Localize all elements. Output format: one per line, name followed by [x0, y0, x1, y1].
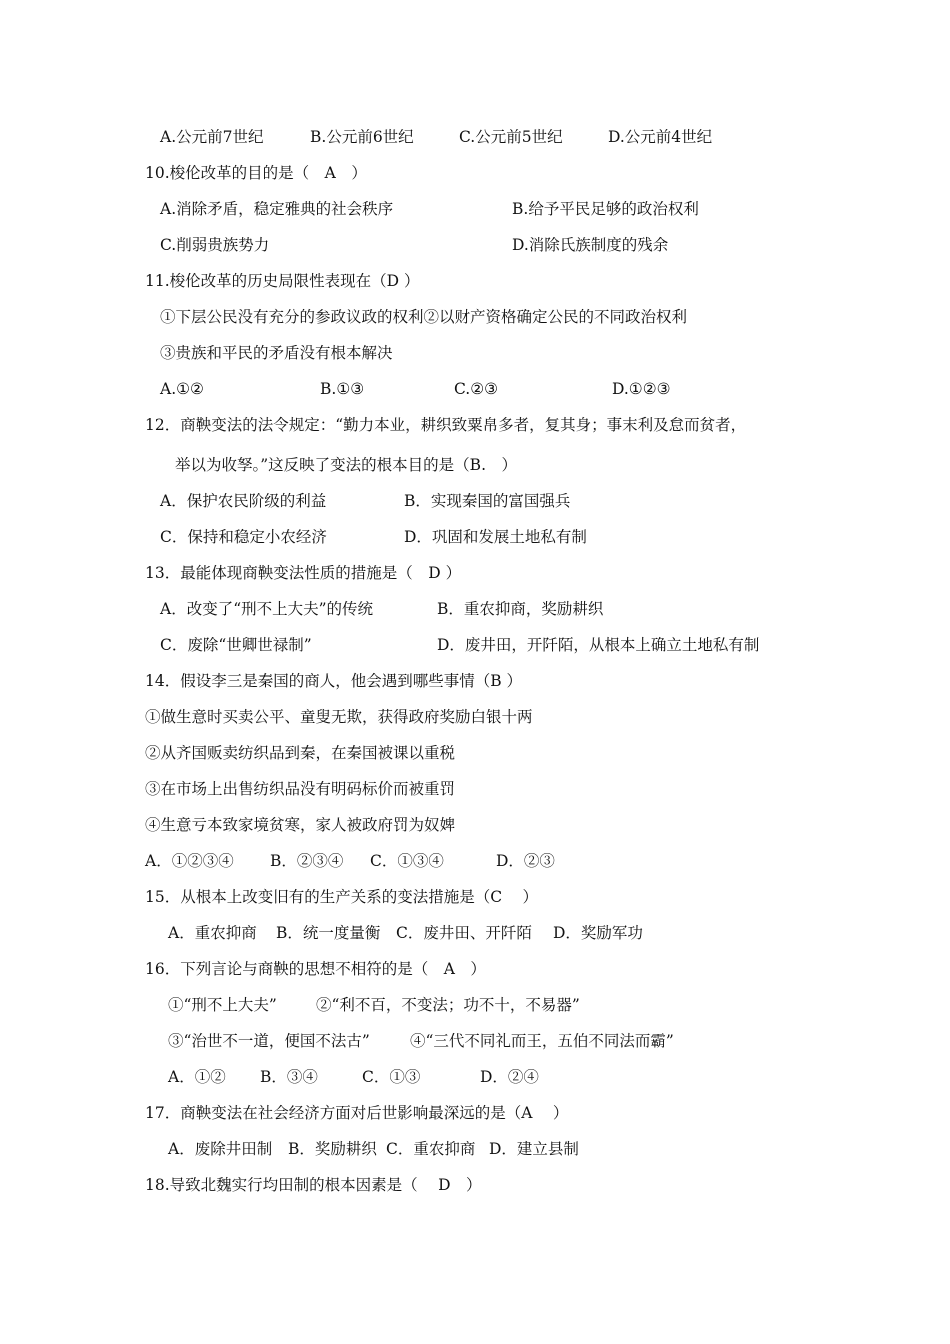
q9-option-a: A.公元前7世纪 — [160, 128, 264, 146]
q10-option-a: A.消除矛盾，稳定雅典的社会秩序 — [160, 200, 394, 218]
q15-option-d: D．奖励军功 — [553, 924, 643, 942]
q16-item-2: ②“利不百，不变法；功不十，不易器” — [316, 996, 580, 1014]
q9-option-c: C.公元前5世纪 — [459, 128, 563, 146]
q16-option-c: C．①③ — [362, 1068, 421, 1086]
q12-stem-continued: 举以为收孥。”这反映了变法的根本目的是（B. ） — [175, 456, 517, 474]
q17-option-c: C．重农抑商 — [386, 1140, 476, 1158]
q11-option-b: B.①③ — [320, 380, 365, 398]
q17-option-b: B．奖励耕织 — [288, 1140, 377, 1158]
q16-stem: 16．下列言论与商鞅的思想不相符的是（ A ） — [145, 960, 486, 978]
q9-option-d: D.公元前4世纪 — [608, 128, 713, 146]
q11-option-d: D.①②③ — [612, 380, 671, 398]
q12-option-a: A．保护农民阶级的利益 — [160, 492, 327, 510]
q10-option-c: C.削弱贵族势力 — [160, 236, 270, 254]
q12-option-c: C．保持和稳定小农经济 — [160, 528, 327, 546]
q18-stem: 18.导致北魏实行均田制的根本因素是（ D ） — [145, 1176, 482, 1194]
q17-stem: 17．商鞅变法在社会经济方面对后世影响最深远的是（A ） — [145, 1104, 569, 1122]
q12-option-d: D．巩固和发展土地私有制 — [404, 528, 587, 546]
q10-option-d: D.消除氏族制度的残余 — [512, 236, 669, 254]
q11-item-2: ③贵族和平民的矛盾没有根本解决 — [160, 344, 393, 362]
q14-item-3: ③在市场上出售纺织品没有明码标价而被重罚 — [145, 780, 456, 798]
q14-stem: 14．假设李三是秦国的商人，他会遇到哪些事情（B ） — [145, 672, 523, 690]
q14-option-d: D．②③ — [496, 852, 555, 870]
q14-item-1: ①做生意时买卖公平、童叟无欺，获得政府奖励白银十两 — [145, 708, 533, 726]
q16-option-d: D．②④ — [480, 1068, 539, 1086]
q16-option-b: B．③④ — [260, 1068, 318, 1086]
q11-option-a: A.①② — [160, 380, 204, 398]
q13-stem: 13．最能体现商鞅变法性质的措施是（ D ） — [145, 564, 462, 582]
q17-option-d: D．建立县制 — [489, 1140, 579, 1158]
q9-option-b: B.公元前6世纪 — [310, 128, 414, 146]
q15-option-b: B．统一度量衡 — [276, 924, 381, 942]
q16-item-4: ④“三代不同礼而王，五伯不同法而霸” — [410, 1032, 674, 1050]
q15-option-a: A．重农抑商 — [168, 924, 257, 942]
q12-option-b: B．实现秦国的富国强兵 — [404, 492, 571, 510]
q14-option-c: C．①③④ — [370, 852, 444, 870]
q14-option-b: B．②③④ — [270, 852, 344, 870]
q10-option-b: B.给予平民足够的政治权利 — [512, 200, 699, 218]
q17-option-a: A．废除井田制 — [168, 1140, 273, 1158]
q15-option-c: C．废井田、开阡陌 — [396, 924, 532, 942]
q11-stem: 11.梭伦改革的历史局限性表现在（D ） — [145, 272, 420, 290]
q16-option-a: A．①② — [168, 1068, 226, 1086]
q14-option-a: A．①②③④ — [145, 852, 234, 870]
q16-item-3: ③“治世不一道，便国不法古” — [168, 1032, 370, 1050]
q13-option-d: D．废井田，开阡陌，从根本上确立土地私有制 — [437, 636, 760, 654]
q13-option-a: A．改变了“刑不上大夫”的传统 — [160, 600, 374, 618]
q15-stem: 15．从根本上改变旧有的生产关系的变法措施是（C ） — [145, 888, 539, 906]
q14-item-2: ②从齐国贩卖纺织品到秦，在秦国被课以重税 — [145, 744, 456, 762]
q11-item-1: ①下层公民没有充分的参政议政的权利②以财产资格确定公民的不同政治权利 — [160, 308, 688, 326]
q14-item-4: ④生意亏本致家境贫寒，家人被政府罚为奴婢 — [145, 816, 456, 834]
q10-stem: 10.梭伦改革的目的是（ A ） — [145, 164, 367, 182]
q13-option-c: C．废除“世卿世禄制” — [160, 636, 312, 654]
q13-option-b: B．重农抑商，奖励耕织 — [437, 600, 604, 618]
q16-item-1: ①“刑不上大夫” — [168, 996, 277, 1014]
q12-stem: 12．商鞅变法的法令规定：“勤力本业，耕织致粟帛多者，复其身；事末利及怠而贫者， — [145, 416, 747, 434]
q11-option-c: C.②③ — [454, 380, 499, 398]
